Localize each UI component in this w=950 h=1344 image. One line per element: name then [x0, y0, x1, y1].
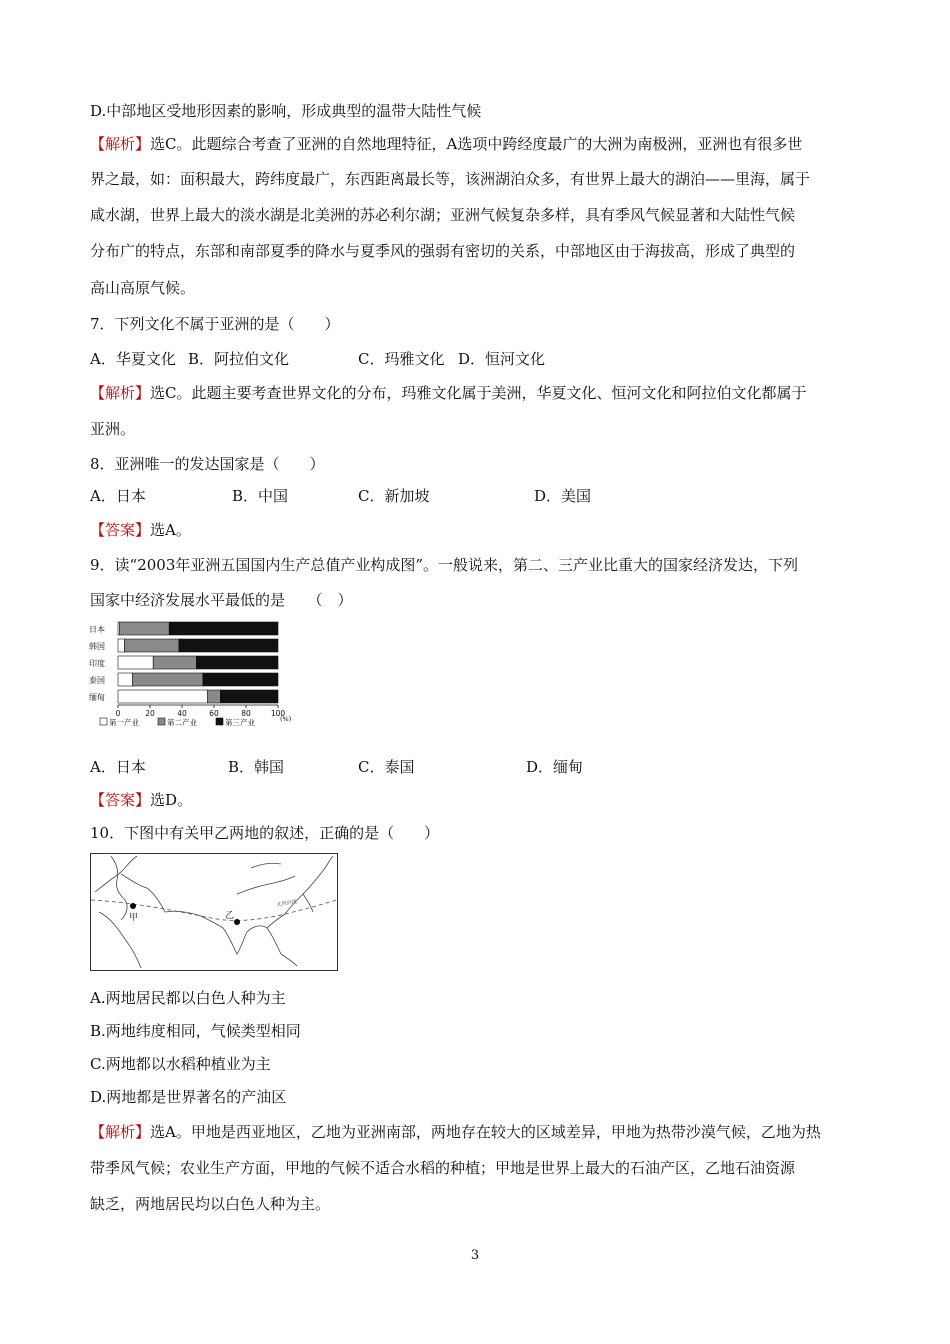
bar-segment — [118, 639, 124, 652]
q7-option-a: A．华夏文化 — [90, 350, 176, 368]
legend-swatch — [158, 718, 165, 725]
category-label: 韩国 — [89, 642, 105, 651]
map-label-yi: 乙 — [225, 911, 235, 921]
q6-analysis-line: 分布广的特点，东部和南部夏季的降水与夏季风的强弱有密切的关系，中部地区由于海拔高，形成了典型的 — [90, 242, 796, 260]
q10-analysis-line: 带季风气候；农业生产方面，甲地的气候不适合水稻的种植；甲地是世界上最大的石油产区，乙地石油资源 — [90, 1159, 796, 1177]
q9-option-d: D．缅甸 — [526, 758, 584, 776]
bar-segment — [118, 690, 208, 703]
q6-option-d: D.中部地区受地形因素的影响，形成典型的温带大陆性气候 — [90, 102, 482, 120]
q6-analysis-line: 咸水湖，世界上最大的淡水湖是北美洲的苏必利尔湖；亚洲气候复杂多样，具有季风气候显著和大陆性气候 — [90, 206, 796, 224]
q10-option-d: D.两地都是世界著名的产油区 — [90, 1088, 287, 1106]
bar-segment — [120, 622, 170, 635]
x-tick-label: 20 — [145, 709, 155, 718]
category-label: 印度 — [89, 659, 105, 668]
bar-segment — [203, 673, 278, 686]
legend-swatch — [216, 718, 223, 725]
q8-option-d: D．美国 — [534, 487, 592, 505]
q7-analysis-line: 【解析】选C。此题主要考查世界文化的分布，玛雅文化属于美洲，华夏文化、恒河文化和阿拉伯文化都属于 — [90, 384, 807, 402]
q7-analysis-line: 亚洲。 — [90, 420, 136, 438]
bar-segment — [196, 656, 278, 669]
q8-option-b: B．中国 — [232, 487, 289, 505]
legend-swatch — [100, 718, 107, 725]
q10-option-c: C.两地都以水稻种植业为主 — [90, 1055, 271, 1073]
q9-options — [90, 757, 870, 777]
legend-label: 第三产业 — [225, 718, 255, 727]
gdp-structure-chart — [88, 618, 292, 740]
answer-tag: 【答案】 — [90, 791, 151, 809]
q10-question: 10．下图中有关甲乙两地的叙述，正确的是（ ） — [90, 824, 440, 842]
q8-option-a: A．日本 — [90, 487, 146, 505]
category-label: 泰国 — [89, 676, 105, 685]
analysis-tag: 【解析】 — [90, 135, 151, 153]
map-label-tropic: 北回归线 — [276, 899, 298, 908]
q9-option-c: C．泰国 — [358, 758, 415, 776]
q10-analysis-line: 缺乏，两地居民均以白色人种为主。 — [90, 1195, 331, 1213]
asia-map — [90, 853, 338, 971]
bar-segment — [153, 656, 196, 669]
q7-option-b: B．阿拉伯文化 — [188, 350, 290, 368]
q6-analysis-line: 【解析】选C。此题综合考查了亚洲的自然地理特征，A选项中跨经度最广的大洲为南极洲，亚洲也有很多世 — [90, 135, 803, 153]
q10-option-a: A.两地居民都以白色人种为主 — [90, 989, 286, 1007]
q8-answer-line: 【答案】选A。 — [90, 521, 191, 539]
category-label: 日本 — [89, 625, 105, 634]
x-tick-label: 80 — [241, 709, 251, 718]
q8-option-c: C．新加坡 — [358, 487, 430, 505]
q9-question-line: 国家中经济发展水平最低的是 （ ） — [90, 591, 353, 609]
q7-question: 7．下列文化不属于亚洲的是（ ） — [90, 315, 340, 333]
q9-option-b: B．韩国 — [228, 758, 285, 776]
q9-answer-line: 【答案】选D。 — [90, 791, 193, 809]
analysis-tag: 【解析】 — [90, 1123, 151, 1141]
map-drawing — [91, 854, 337, 970]
q8-question: 8．亚洲唯一的发达国家是（ ） — [90, 455, 325, 473]
q9-question-line: 9．读“2003年亚洲五国国内生产总值产业构成图”。一般说来，第二、三产业比重大的国家经济发达，下列 — [90, 556, 799, 574]
legend-label: 第二产业 — [167, 718, 197, 727]
legend-label: 第一产业 — [109, 718, 139, 727]
q10-option-b: B.两地纬度相同，气候类型相同 — [90, 1022, 301, 1040]
bar-segment — [179, 639, 278, 652]
answer-tag: 【答案】 — [90, 521, 151, 539]
q7-option-c: C．玛雅文化 — [358, 350, 445, 368]
q6-analysis-line: 高山高原气候。 — [90, 279, 196, 297]
x-tick-label: 40 — [177, 709, 187, 718]
bar-segment — [124, 639, 178, 652]
bar-segment — [118, 656, 153, 669]
q6-analysis-line: 界之最，如：面积最大，跨纬度最广，东西距离最长等，该洲湖泊众多，有世界上最大的湖泊——里海，属于 — [90, 170, 811, 188]
x-tick-label: 0 — [115, 709, 121, 718]
map-label-jia: 甲 — [129, 913, 139, 923]
x-tick-label: 60 — [209, 709, 219, 718]
q8-options — [90, 486, 870, 506]
category-label: 缅甸 — [89, 693, 105, 702]
q7-option-d: D．恒河文化 — [458, 350, 546, 368]
bar-segment — [132, 673, 202, 686]
page-number: 3 — [470, 1248, 480, 1263]
bar-segment — [220, 690, 278, 703]
bar-segment — [169, 622, 278, 635]
q10-analysis-line: 【解析】选A。甲地是西亚地区，乙地为亚洲南部，两地存在较大的区域差异，甲地为热带沙漠气候，乙地为热 — [90, 1123, 821, 1141]
q7-options — [90, 349, 870, 369]
q9-option-a: A．日本 — [90, 758, 146, 776]
x-tick-label: 100 — [270, 709, 286, 718]
analysis-tag: 【解析】 — [90, 384, 151, 402]
bar-segment — [118, 673, 132, 686]
bar-segment — [208, 690, 221, 703]
x-unit-label: (%) — [280, 715, 292, 723]
